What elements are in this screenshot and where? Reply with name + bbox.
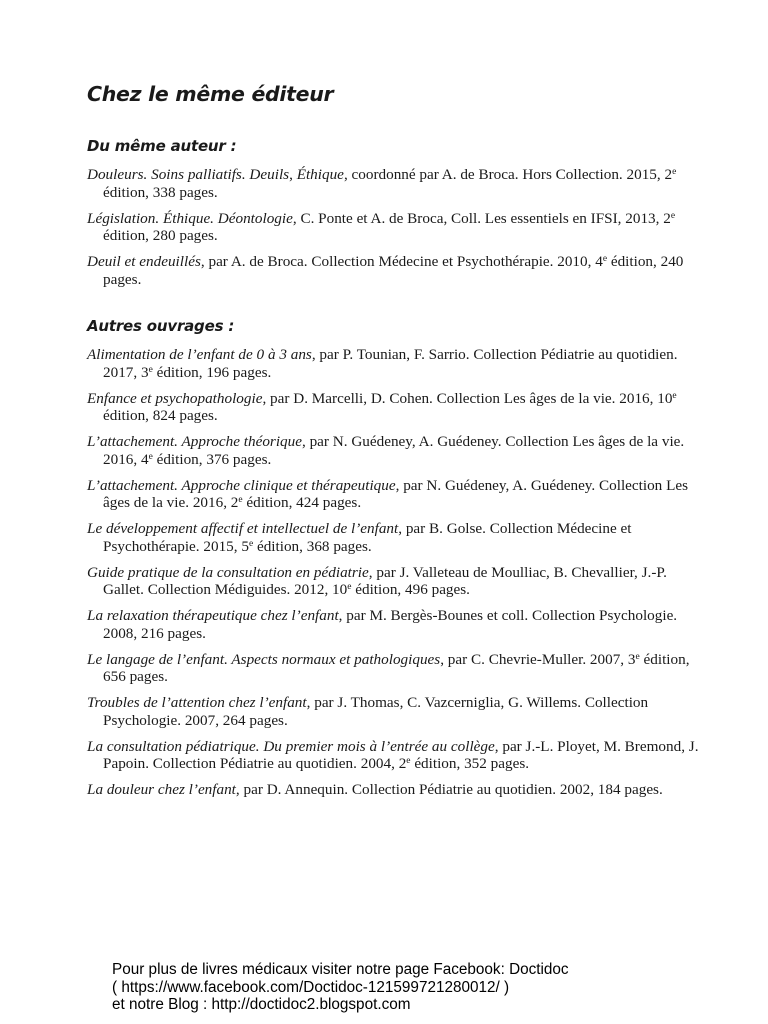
- book-details-tail: édition, 338 pages.: [103, 183, 218, 201]
- book-details-tail: édition, 352 pages.: [410, 755, 530, 772]
- book-details-tail: édition, 368 pages.: [253, 537, 372, 555]
- section-heading-other-works: Autres ouvrages :: [87, 317, 235, 335]
- book-details: , par P. Tounian, F. Sarrio. Collection Pédiatrie au quotidien. 2017, 3: [103, 346, 678, 381]
- book-details: , par N. Guédeney, A. Guédeney. Collection Les âges de la vie. 2016, 4: [103, 433, 685, 468]
- same-author-book-list: [87, 166, 699, 297]
- page-title: Chez le même éditeur: [87, 82, 334, 106]
- book-title: L’attachement. Approche clinique et thérapeutique: [87, 476, 396, 494]
- book-details: , par J. Valleteau de Moulliac, B. Chevallier, J.-P. Gallet. Collection Médiguides. 2012, 10: [103, 563, 667, 598]
- book-title: Le développement affectif et intellectuel de l’enfant: [87, 520, 399, 537]
- book-details-tail: édition, 824 pages.: [103, 407, 218, 424]
- book-details-part: , coordonné par A. de Broca. Hors Collection. 2015, 2: [343, 166, 673, 183]
- edition-ordinal-suffix: e: [602, 254, 608, 264]
- book-title: Enfance et psychopathologie: [87, 389, 263, 407]
- section-heading-same-author: Du même auteur :: [87, 137, 237, 155]
- book-title-part: Éthique: [296, 166, 344, 183]
- book-entry: [87, 433, 699, 468]
- edition-ordinal-suffix: e: [148, 451, 153, 462]
- book-title: Le langage de l’enfant. Aspects normaux et pathologiques: [87, 650, 441, 668]
- edition-ordinal-suffix: e: [347, 582, 352, 592]
- footer-promo-note: [112, 961, 569, 1014]
- book-entry: [87, 694, 699, 729]
- footer-facebook-url: ( https://www.facebook.com/Doctidoc-121599721280012/ ): [112, 978, 510, 996]
- edition-ordinal-suffix: e: [406, 756, 411, 766]
- book-entry: [87, 253, 699, 288]
- edition-ordinal-suffix: e: [672, 167, 677, 177]
- book-title: Législation. Éthique. Déontologie: [87, 209, 293, 227]
- book-title: La douleur chez l’enfant: [87, 781, 236, 798]
- book-entry: [87, 477, 699, 512]
- book-title: Troubles de l’attention chez l’enfant: [87, 694, 307, 711]
- book-details: , par C. Chevrie-Muller. 2007, 3: [440, 650, 636, 668]
- book-details: , C. Ponte et A. de Broca, Coll. Les essentiels en IFSI, 2013, 2: [292, 209, 671, 227]
- book-details: , par A. de Broca. Collection Médecine et Psychothérapie. 2010, 4: [200, 253, 603, 270]
- book-entry: [87, 781, 699, 799]
- edition-ordinal-suffix: e: [672, 390, 677, 401]
- book-entry: [87, 346, 699, 381]
- book-title: Guide pratique de la consultation en pédiatrie: [87, 563, 369, 581]
- other-works-book-list: [87, 346, 699, 807]
- edition-ordinal-suffix: e: [238, 495, 243, 505]
- edition-ordinal-suffix: e: [248, 538, 254, 549]
- book-title: Deuil et endeuillés: [87, 253, 201, 270]
- book-details: , par D. Annequin. Collection Pédiatrie au quotidien. 2002, 184 pages.: [235, 781, 663, 798]
- book-details: , par J. Thomas, C. Vazcerniglia, G. Willems. Collection Psychologie. 2007, 264 pages.: [103, 694, 649, 729]
- book-details-tail: édition, 196 pages.: [152, 363, 272, 381]
- book-details: , par N. Guédeney, A. Guédeney. Collection Les âges de la vie. 2016, 2: [103, 476, 689, 511]
- book-entry: [87, 564, 699, 599]
- book-details-tail: édition, 656 pages.: [103, 650, 690, 685]
- book-details: , par J.-L. Ployet, M. Bremond, J. Papoin. Collection Pédiatrie au quotidien. 2004, 2: [103, 737, 699, 772]
- book-entry: [87, 390, 699, 425]
- book-entry: [87, 210, 699, 245]
- book-title: Alimentation de l’enfant de 0 à 3 ans: [87, 346, 312, 363]
- book-entry: [87, 166, 699, 201]
- footer-line-facebook: Pour plus de livres médicaux visiter notre page Facebook: Doctidoc: [112, 961, 569, 978]
- book-details-tail: édition, 424 pages.: [242, 494, 362, 511]
- book-details-tail: édition, 240 pages.: [103, 253, 684, 288]
- book-entry: [87, 738, 699, 773]
- book-title: La relaxation thérapeutique chez l’enfant: [87, 607, 339, 624]
- book-details-tail: édition, 376 pages.: [152, 450, 272, 468]
- book-title: Douleurs. Soins palliatifs. Deuils: [87, 166, 290, 183]
- edition-ordinal-suffix: e: [670, 210, 676, 221]
- footer-blog-line: et notre Blog : http://doctidoc2.blogspot.com: [112, 996, 411, 1014]
- edition-ordinal-suffix: e: [635, 651, 640, 662]
- book-details: , par M. Bergès-Bounes et coll. Collection Psychologie. 2008, 216 pages.: [103, 607, 678, 642]
- book-entry: [87, 651, 699, 686]
- book-details-tail: édition, 496 pages.: [351, 581, 470, 598]
- book-details: ,: [289, 166, 297, 183]
- edition-ordinal-suffix: e: [148, 364, 153, 375]
- book-details: , par B. Golse. Collection Médecine et Psychothérapie. 2015, 5: [103, 520, 632, 555]
- book-title: La consultation pédiatrique. Du premier mois à l’entrée au collège: [87, 737, 495, 755]
- book-entry: [87, 520, 699, 555]
- book-details-tail: édition, 280 pages.: [103, 227, 218, 244]
- book-details: , par D. Marcelli, D. Cohen. Collection Les âges de la vie. 2016, 10: [262, 389, 673, 407]
- book-title: L’attachement. Approche théorique: [87, 433, 302, 450]
- book-entry: [87, 607, 699, 642]
